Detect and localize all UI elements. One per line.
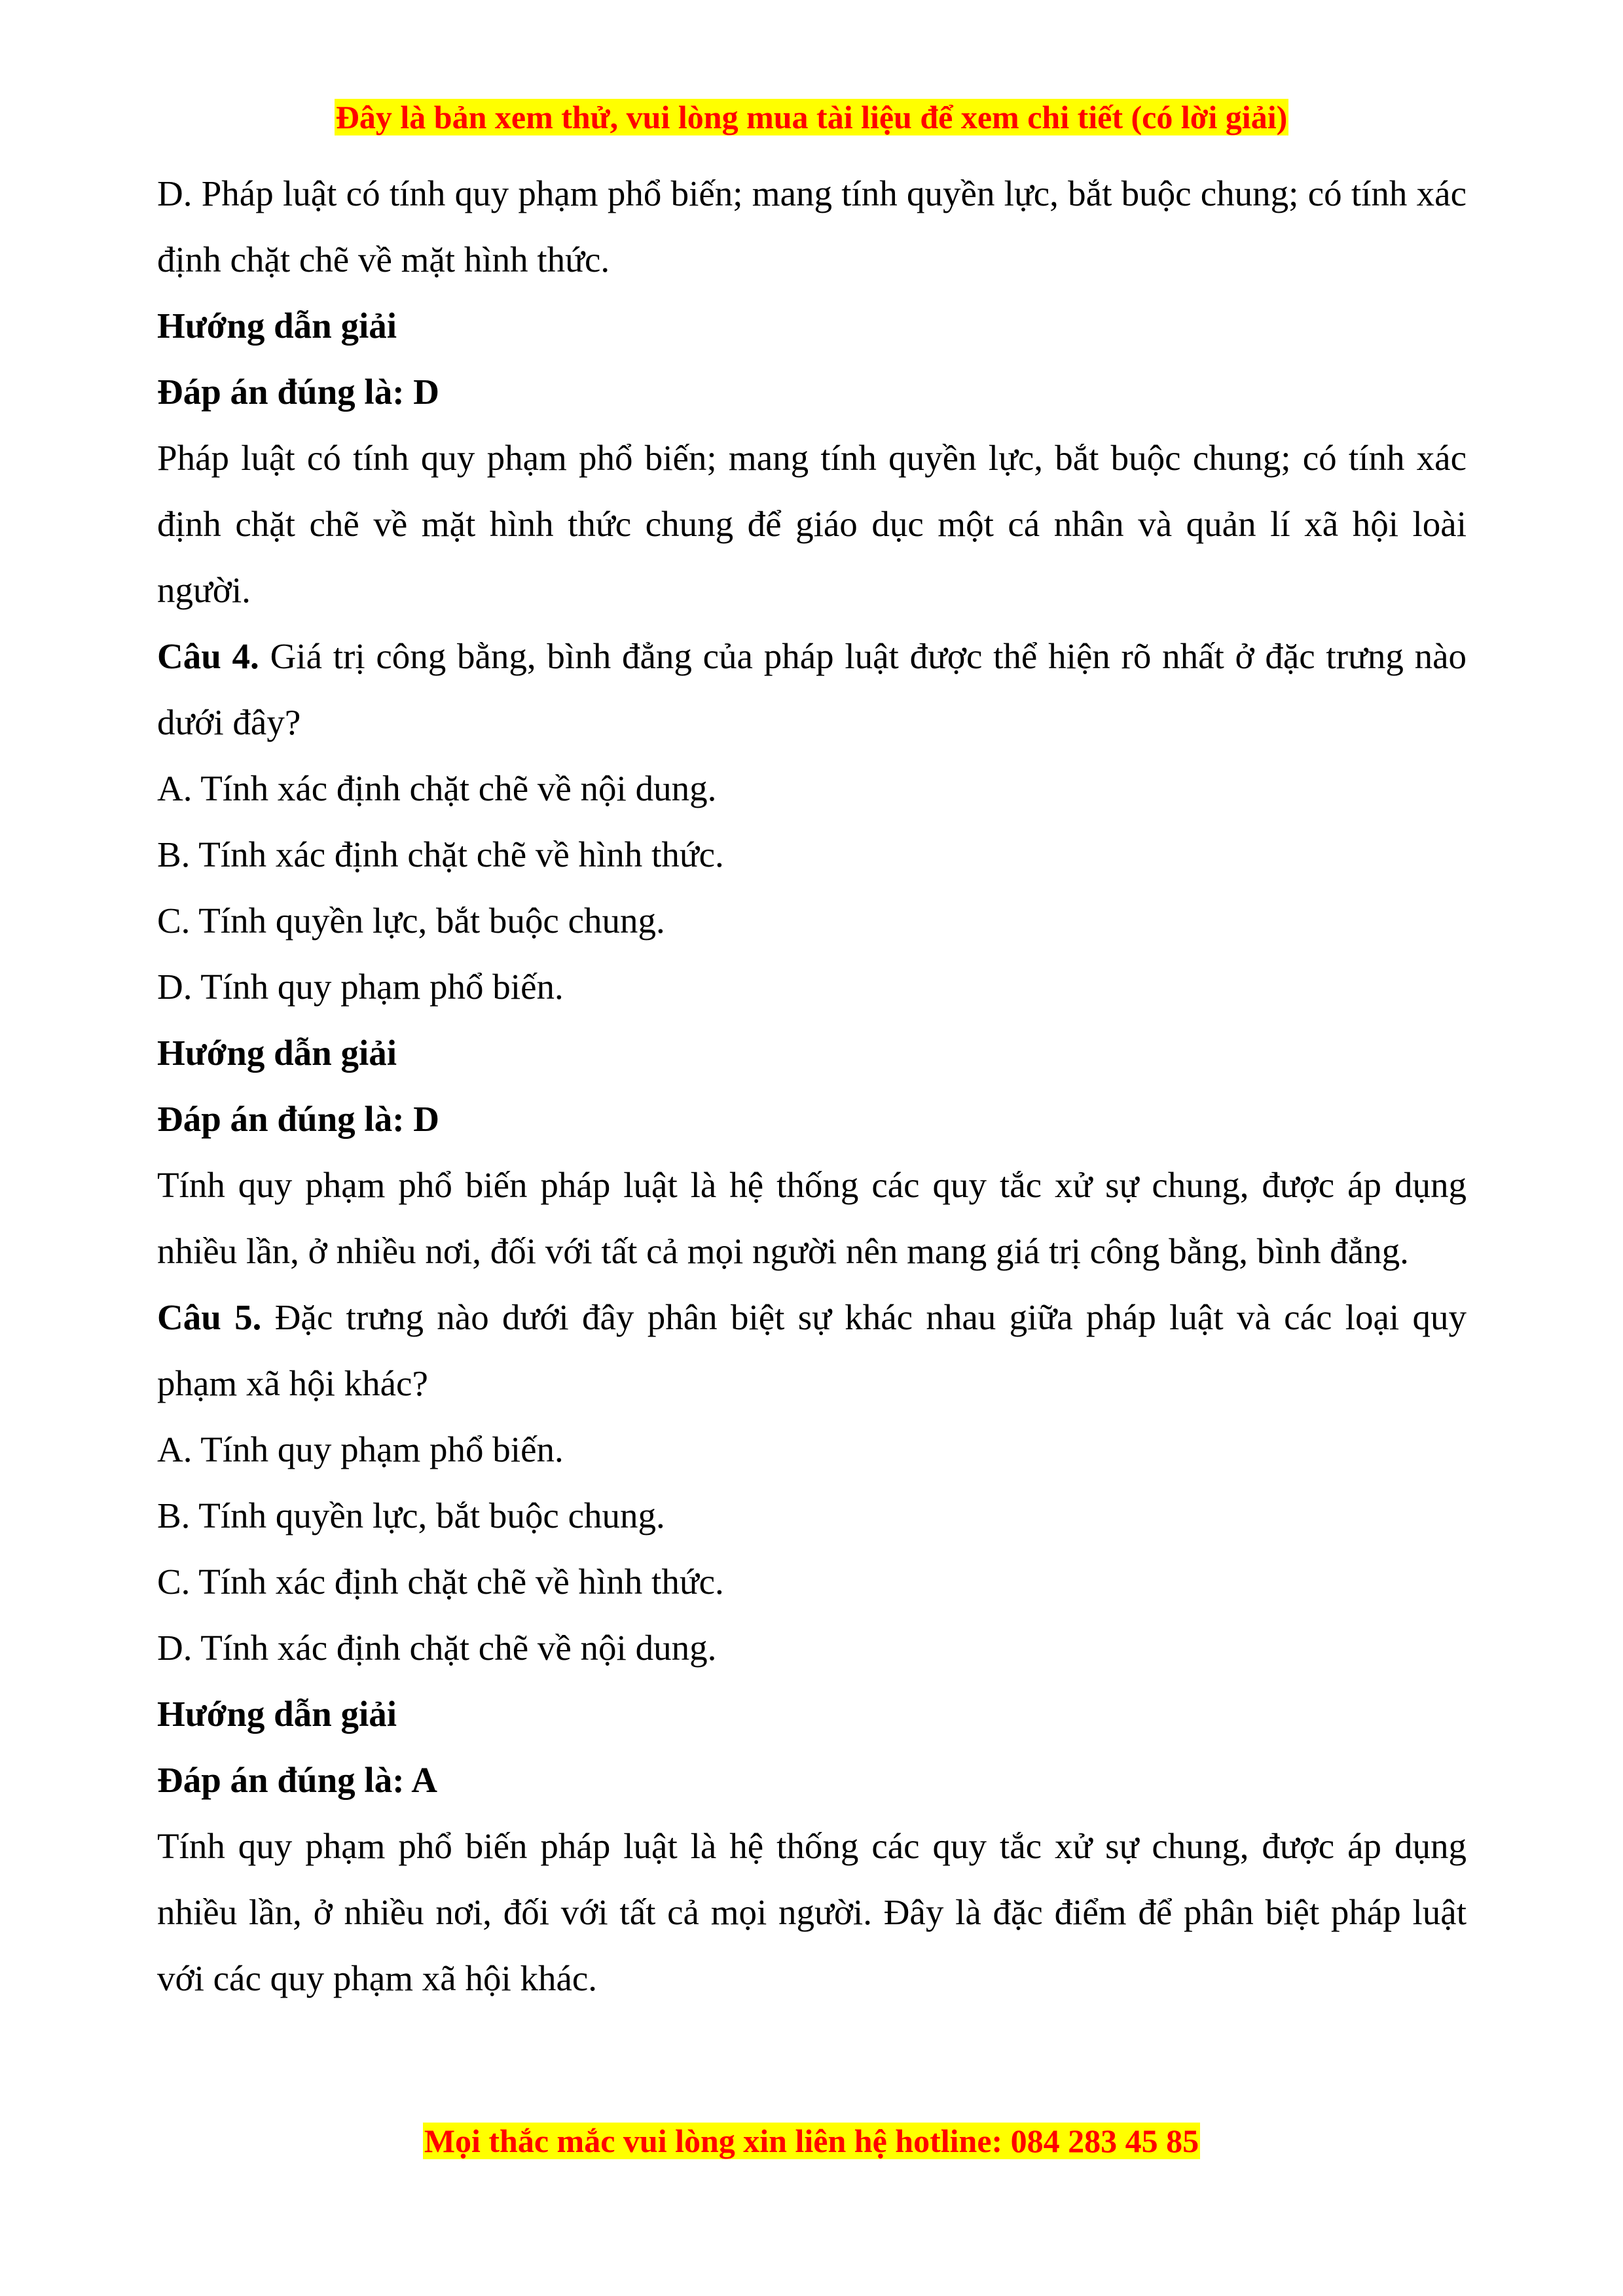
q5-question (157, 1284, 1467, 1416)
q4-guide-title: Hướng dẫn giải (157, 1033, 397, 1073)
q4-option-d: D. Tính quy phạm phổ biến. (157, 967, 564, 1007)
preview-notice-text: Đây là bản xem thử, vui lòng mua tài liệu để xem chi tiết (có lời giải) (335, 99, 1288, 135)
document-body (157, 160, 1467, 2011)
q4-explanation: Tính quy phạm phổ biến pháp luật là hệ thống các quy tắc xử sự chung, được áp dụng nhiều lần, ở nhiều nơi, đối với tất cả mọi người nên mang giá trị công bằng, bình đẳng. (157, 1165, 1467, 1271)
q4-option-c: C. Tính quyền lực, bắt buộc chung. (157, 901, 665, 941)
q5-question-text: Đặc trưng nào dưới đây phân biệt sự khác nhau giữa pháp luật và các loại quy phạm xã hội khác? (157, 1297, 1467, 1403)
q4-answer: Đáp án đúng là: D (157, 1099, 439, 1139)
q5-answer: Đáp án đúng là: A (157, 1760, 437, 1800)
q5-option-b: B. Tính quyền lực, bắt buộc chung. (157, 1496, 665, 1535)
q5-explanation: Tính quy phạm phổ biến pháp luật là hệ thống các quy tắc xử sự chung, được áp dụng nhiều lần, ở nhiều nơi, đối với tất cả mọi người. Đây là đặc điểm để phân biệt pháp luật với các quy phạm xã hội khác. (157, 1826, 1467, 1998)
q3-explanation: Pháp luật có tính quy phạm phổ biến; mang tính quyền lực, bắt buộc chung; có tính xác định chặt chẽ về mặt hình thức chung để giáo dục một cá nhân và quản lí xã hội loài người. (157, 438, 1467, 610)
q4-option-a: A. Tính xác định chặt chẽ về nội dung. (157, 768, 717, 808)
q5-option-d: D. Tính xác định chặt chẽ về nội dung. (157, 1628, 717, 1668)
q5-guide-title: Hướng dẫn giải (157, 1694, 397, 1734)
q4-label: Câu 4. (157, 636, 259, 676)
q3-guide-title: Hướng dẫn giải (157, 306, 397, 346)
q3-option-d: D. Pháp luật có tính quy phạm phổ biến; mang tính quyền lực, bắt buộc chung; có tính xác định chặt chẽ về mặt hình thức. (157, 173, 1467, 279)
q5-option-c: C. Tính xác định chặt chẽ về hình thức. (157, 1562, 724, 1602)
q4-question-text: Giá trị công bằng, bình đẳng của pháp luật được thể hiện rõ nhất ở đặc trưng nào dưới đây? (157, 636, 1467, 742)
q5-label: Câu 5. (157, 1297, 262, 1337)
preview-notice-banner (0, 97, 1623, 137)
hotline-notice-text: Mọi thắc mắc vui lòng xin liên hệ hotline: 084 283 45 85 (424, 2123, 1199, 2159)
q3-answer: Đáp án đúng là: D (157, 372, 439, 412)
hotline-notice-banner (0, 2121, 1623, 2161)
q4-question (157, 623, 1467, 755)
q5-option-a: A. Tính quy phạm phổ biến. (157, 1429, 564, 1469)
q4-option-b: B. Tính xác định chặt chẽ về hình thức. (157, 834, 724, 874)
